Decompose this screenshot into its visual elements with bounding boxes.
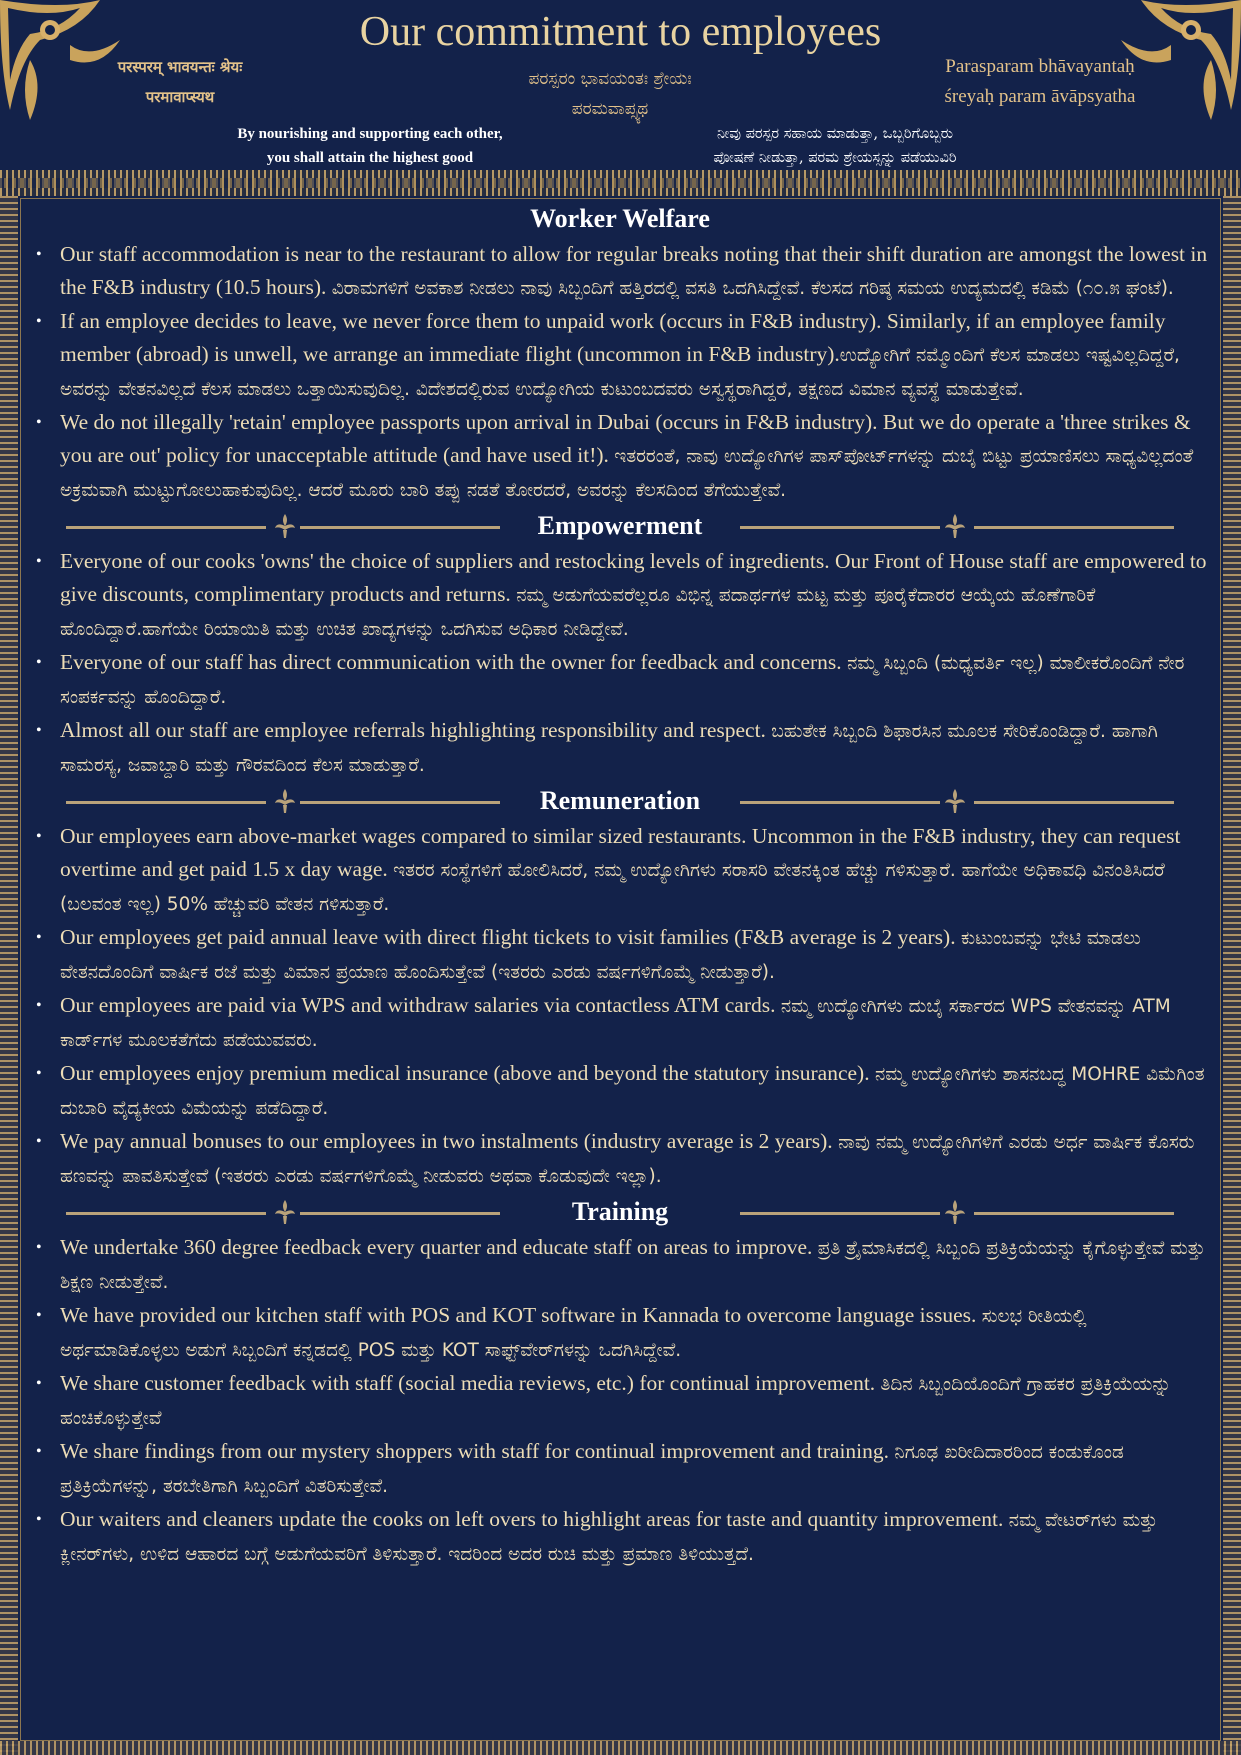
fleur-de-lis-icon bbox=[271, 512, 299, 540]
item-text-en: We do not illegally 'retain' employee passports upon arrival in Dubai (occurs in F&B industry). But we do operate a 'three strikes & you are out' policy for unacceptable attitude (and have used it!). bbox=[60, 410, 1191, 467]
divider-line bbox=[974, 801, 1174, 804]
motto-line: परमावाप्स्यथ bbox=[145, 88, 215, 106]
divider-line bbox=[974, 526, 1174, 529]
item-text-en: Everyone of our cooks 'owns' the choice of suppliers and restocking levels of ingredients. Our Front of House staff are empowered to give discounts, complimentary products and returns. bbox=[60, 549, 1207, 606]
item-text-kn: ನಿಗೂಢ ಖರೀದಿದಾರರಿಂದ ಕಂಡುಕೊಂಡ ಪ್ರತಿಕ್ರಿಯೆಗಳನ್ನು, ತರಬೇತಿಗಾಗಿ ಸಿಬ್ಬಂದಿಗೆ ವಿತರಿಸುತ್ತೇವೆ. bbox=[60, 1442, 1124, 1497]
item-text-en: Our waiters and cleaners update the cooks on left overs to highlight areas for taste and quantity improvement. bbox=[60, 1507, 1009, 1531]
item-text-kn: ಬಹುತೇಕ ಸಿಬ್ಬಂದಿ ಶಿಫಾರಸಿನ ಮೂಲಕ ಸೇರಿಕೊಂಡಿದ್ದಾರೆ. ಹಾಗಾಗಿ ಸಾಮರಸ್ಯ, ಜವಾಬ್ದಾರಿ ಮತ್ತು ಗೌರವದಿಂದ ಕೆಲಸ ಮಾಡುತ್ತಾರೆ. bbox=[60, 721, 1158, 776]
translation-line: By nourishing and supporting each other, bbox=[237, 126, 503, 142]
decorative-border-bottom bbox=[0, 1741, 1241, 1755]
item-text-kn: ಉದ್ಯೋಗಿಗೆ ನಮ್ಮೊಂದಿಗೆ ಕೆಲಸ ಮಾಡಲು ಇಷ್ಟವಿಲ್ಲದಿದ್ದರೆ, ಅವರನ್ನು ವೇತನವಿಲ್ಲದೆ ಕೆಲಸ ಮಾಡಲು ಒತ್ತಾಯಿಸುವುದಿಲ್ಲ. ವಿದೇಶದಲ್ಲಿರುವ ಉದ್ಯೋಗಿಯ ಕುಟುಂಬದವರು ಅಸ್ವಸ್ಥರಾಗಿದ್ದರೆ, ತಕ್ಷಣದ ವಿಮಾನ ವ್ಯವಸ್ಥೆ ಮಾಡುತ್ತೇವೆ. bbox=[60, 345, 1180, 400]
item-text-kn: ಸುಲಭ ರೀತಿಯಲ್ಲಿ ಅರ್ಥಮಾಡಿಕೊಳ್ಳಲು ಅಡುಗೆ ಸಿಬ್ಬಂದಿಗೆ ಕನ್ನಡದಲ್ಲಿ POS ಮತ್ತು KOT ಸಾಫ್ಟ್‌ವೇರ್‌ಗಳನ್ನು ಒದಗಿಸಿದ್ದೇವೆ. bbox=[60, 1306, 1087, 1361]
content bbox=[30, 200, 1210, 1571]
item-text-kn: ಇತರರ ಸಂಸ್ಥೆಗಳಿಗೆ ಹೋಲಿಸಿದರೆ, ನಮ್ಮ ಉದ್ಯೋಗಿಗಳು ಸರಾಸರಿ ವೇತನಕ್ಕಿಂತ ಹೆಚ್ಚು ಗಳಿಸುತ್ತಾರೆ. ಹಾಗೆಯೇ ಅಧಿಕಾವಧಿ ವಿನಂತಿಸಿದರೆ (ಬಲವಂತ ಇಲ್ಲ) 50% ಹೆಚ್ಚುವರಿ ವೇತನ ಗಳಿಸುತ್ತಾರೆ. bbox=[60, 860, 1165, 915]
list-item bbox=[30, 238, 1210, 305]
list-item bbox=[30, 1435, 1210, 1503]
item-text-kn: ಪ್ರತಿ ತ್ರೈಮಾಸಿಕದಲ್ಲಿ ಸಿಬ್ಬಂದಿ ಪ್ರತಿಕ್ರಿಯೆಯನ್ನು ಕೈಗೊಳ್ಳುತ್ತೇವೆ ಮತ್ತು ಶಿಕ್ಷಣ ನೀಡುತ್ತೇವೆ. bbox=[60, 1238, 1206, 1293]
list-item bbox=[30, 820, 1210, 921]
bullet-list bbox=[30, 545, 1210, 782]
section-heading-label: Training bbox=[571, 1197, 669, 1226]
fleur-de-lis-icon bbox=[941, 512, 969, 540]
item-text-kn: ನಮ್ಮ ಅಡುಗೆಯವರೆಲ್ಲರೂ ವಿಭಿನ್ನ ಪದಾರ್ಥಗಳ ಮಟ್ಟ ಮತ್ತು ಪೂರೈಕೆದಾರರ ಆಯ್ಕೆಯ ಹೊಣೆಗಾರಿಕೆ ಹೊಂದಿದ್ದಾರೆ.ಹಾಗೆಯೇ ರಿಯಾಯಿತಿ ಮತ್ತು ಉಚಿತ ಖಾದ್ಯಗಳನ್ನು ಒದಗಿಸುವ ಅಧಿಕಾರ ನೀಡಿದ್ದೇವೆ. bbox=[60, 585, 1096, 640]
item-text-en: Almost all our staff are employee referrals highlighting responsibility and respect. bbox=[60, 718, 772, 742]
translation-line: ನೀವು ಪರಸ್ಪರ ಸಹಾಯ ಮಾಡುತ್ತಾ, ಒಬ್ಬರಿಗೊಬ್ಬರು bbox=[716, 126, 954, 142]
translation-line: you shall attain the highest good bbox=[266, 150, 474, 166]
divider-line bbox=[740, 526, 940, 529]
list-item bbox=[30, 1057, 1210, 1125]
motto-line: परस्परम् भावयन्तः श्रेयः bbox=[117, 58, 243, 76]
section-heading bbox=[30, 200, 1210, 238]
divider-line bbox=[974, 1212, 1174, 1215]
translation-line: ಪೋಷಣೆ ನೀಡುತ್ತಾ, ಪರಮ ಶ್ರೇಯಸ್ಸನ್ನು ಪಡೆಯುವಿರಿ bbox=[713, 150, 957, 166]
header bbox=[0, 0, 1241, 170]
decorative-border-right bbox=[1223, 196, 1241, 1755]
motto-translation-english bbox=[200, 122, 540, 170]
list-item bbox=[30, 305, 1210, 406]
divider-line bbox=[300, 1212, 500, 1215]
item-text-en: If an employee decides to leave, we never force them to unpaid work (occurs in F&B industry). Similarly, if an employee family member (abroad) is unwell, we arrange an immediate flight (uncommon in F&B industry). bbox=[60, 309, 1166, 366]
item-text-en: Our staff accommodation is near to the restaurant to allow for regular breaks noting that their shift duration are amongst the lowest in the F&B industry (10.5 hours). bbox=[60, 242, 1208, 299]
bullet-list bbox=[30, 1231, 1210, 1571]
list-item bbox=[30, 714, 1210, 782]
divider-line bbox=[66, 801, 266, 804]
section-worker-welfare bbox=[30, 200, 1210, 507]
item-text-en: Everyone of our staff has direct communication with the owner for feedback and concerns. bbox=[60, 650, 848, 674]
section-heading bbox=[30, 782, 1210, 820]
divider-line bbox=[300, 526, 500, 529]
fleur-de-lis-icon bbox=[941, 787, 969, 815]
decorative-border-top bbox=[0, 170, 1241, 196]
list-item bbox=[30, 1125, 1210, 1193]
list-item bbox=[30, 989, 1210, 1057]
section-heading-label: Worker Welfare bbox=[530, 204, 710, 233]
motto-line: śreyaḥ param āvāpsyatha bbox=[944, 86, 1136, 107]
list-item bbox=[30, 646, 1210, 714]
section-heading-label: Empowerment bbox=[537, 511, 703, 540]
item-text-en: We undertake 360 degree feedback every quarter and educate staff on areas to improve. bbox=[60, 1235, 818, 1259]
page-title: Our commitment to employees bbox=[359, 9, 882, 55]
divider-line bbox=[740, 1212, 940, 1215]
divider-line bbox=[66, 526, 266, 529]
list-item bbox=[30, 1299, 1210, 1367]
item-text-kn: ನಾವು ನಮ್ಮ ಉದ್ಯೋಗಿಗಳಿಗೆ ಎರಡು ಅರ್ಧ ವಾರ್ಷಿಕ ಕೊಸರು ಹಣವನ್ನು ಪಾವತಿಸುತ್ತೇವೆ (ಇತರರು ಎರಡು ವರ್ಷಗಳಿಗೊಮ್ಮೆ ನೀಡುವರು ಅಥವಾ ಕೊಡುವುದೇ ಇಲ್ಲಾ). bbox=[60, 1132, 1195, 1187]
motto-transliteration bbox=[900, 52, 1180, 112]
section-remuneration bbox=[30, 782, 1210, 1193]
divider-line bbox=[300, 801, 500, 804]
divider-line bbox=[740, 801, 940, 804]
list-item bbox=[30, 1367, 1210, 1435]
item-text-kn: ಇತರರಂತೆ, ನಾವು ಉದ್ಯೋಗಿಗಳ ಪಾಸ್‌ಪೋರ್ಟ್‌ಗಳನ್ನು ದುಬೈ ಬಿಟ್ಟು ಪ್ರಯಾಣಿಸಲು ಸಾಧ್ಯವಿಲ್ಲದಂತೆ ಅಕ್ರಮವಾಗಿ ಮುಟ್ಟುಗೋಲುಹಾಕುವುದಿಲ್ಲ. ಆದರೆ ಮೂರು ಬಾರಿ ತಪ್ಪು ನಡತೆ ತೋರದರೆ, ಅವರನ್ನು ಕೆಲಸದಿಂದ ತೆಗೆಯುತ್ತೇವೆ. bbox=[60, 446, 1194, 501]
motto-devanagari bbox=[70, 52, 290, 112]
motto-kannada bbox=[460, 64, 760, 124]
fleur-de-lis-icon bbox=[271, 1198, 299, 1226]
bullet-list bbox=[30, 238, 1210, 507]
section-heading bbox=[30, 1193, 1210, 1231]
divider-line bbox=[66, 1212, 266, 1215]
item-text-kn: ನಮ್ಮ ಉದ್ಯೋಗಿಗಳು ಶಾಸನಬದ್ಧ MOHRE ವಿಮೆಗಿಂತ ದುಬಾರಿ ವೈದ್ಯಕೀಯ ವಿಮೆಯನ್ನು ಪಡೆದಿದ್ದಾರೆ. bbox=[60, 1064, 1205, 1119]
section-heading bbox=[30, 507, 1210, 545]
item-text-kn: ವಿರಾಮಗಳಿಗೆ ಅವಕಾಶ ನೀಡಲು ನಾವು ಸಿಬ್ಬಂದಿಗೆ ಹತ್ತಿರದಲ್ಲಿ ವಸತಿ ಒದಗಿಸಿದ್ದೇವೆ. ಕೆಲಸದ ಗರಿಷ್ಠ ಸಮಯ ಉದ್ಯಮದಲ್ಲಿ ಕಡಿಮೆ (೧೦.೫ ಘಂಟೆ). bbox=[331, 278, 1174, 299]
item-text-kn: ನಮ್ಮ ಉದ್ಯೋಗಿಗಳು ದುಬೈ ಸರ್ಕಾರದ WPS ವೇತನವನ್ನು ATM ಕಾರ್ಡ್‌ಗಳ ಮೂಲಕತೆಗೆದು ಪಡೆಯುವವರು. bbox=[60, 996, 1171, 1051]
item-text-en: We have provided our kitchen staff with POS and KOT software in Kannada to overcome language issues. bbox=[60, 1303, 982, 1327]
item-text-kn: ನಮ್ಮ ಸಿಬ್ಬಂದಿ (ಮಧ್ಯವರ್ತಿ ಇಲ್ಲ) ಮಾಲೀಕರೊಂದಿಗೆ ನೇರ ಸಂಪರ್ಕವನ್ನು ಹೊಂದಿದ್ದಾರೆ. bbox=[60, 653, 1185, 708]
bullet-list bbox=[30, 820, 1210, 1193]
item-text-en: Our employees enjoy premium medical insurance (above and beyond the statutory insurance). bbox=[60, 1061, 875, 1085]
item-text-en: Our employees get paid annual leave with direct flight tickets to visit families (F&B average is 2 years). bbox=[60, 925, 961, 949]
fleur-de-lis-icon bbox=[941, 1198, 969, 1226]
item-text-en: Our employees are paid via WPS and withdraw salaries via contactless ATM cards. bbox=[60, 993, 781, 1017]
list-item bbox=[30, 921, 1210, 989]
item-text-en: Our employees earn above-market wages compared to similar sized restaurants. Uncommon in the F&B industry, they can request overtime and get paid 1.5 x day wage. bbox=[60, 824, 1181, 881]
fleur-de-lis-icon bbox=[271, 787, 299, 815]
item-text-kn: ನಮ್ಮ ವೇಟರ್‌ಗಳು ಮತ್ತು ಕ್ಲೀನರ್‌ಗಳು, ಉಳಿದ ಆಹಾರದ ಬಗ್ಗೆ ಅಡುಗೆಯವರಿಗೆ ತಿಳಿಸುತ್ತಾರೆ. ಇದರಿಂದ ಅದರ ರುಚಿ ಮತ್ತು ಪ್ರಮಾಣ ತಿಳಿಯುತ್ತದೆ. bbox=[60, 1510, 1158, 1565]
section-training bbox=[30, 1193, 1210, 1571]
item-text-en: We share customer feedback with staff (social media reviews, etc.) for continual improvement. bbox=[60, 1371, 881, 1395]
motto-translation-kannada bbox=[640, 122, 1030, 170]
motto-line: ಪರಮವಾಪ್ಸ್ಯಥ bbox=[571, 99, 649, 119]
section-heading-label: Remuneration bbox=[539, 786, 701, 815]
list-item bbox=[30, 1231, 1210, 1299]
motto-line: ಪರಸ್ಪರಂ ಭಾವಯಂತಃ ಶ್ರೇಯಃ bbox=[528, 69, 692, 89]
list-item bbox=[30, 545, 1210, 646]
item-text-kn: ಕುಟುಂಬವನ್ನು ಭೇಟಿ ಮಾಡಲು ವೇತನದೊಂದಿಗೆ ವಾರ್ಷಿಕ ರಜೆ ಮತ್ತು ವಿಮಾನ ಪ್ರಯಾಣ ಹೊಂದಿಸುತ್ತೇವೆ (ಇತರರು ಎರಡು ವರ್ಷಗಳಿಗೊಮ್ಮೆ ನೀಡುತ್ತಾರೆ). bbox=[60, 928, 1141, 983]
list-item bbox=[30, 1503, 1210, 1571]
list-item bbox=[30, 406, 1210, 507]
item-text-kn: ತಿದಿನ ಸಿಬ್ಬಂದಿಯೊಂದಿಗೆ ಗ್ರಾಹಕರ ಪ್ರತಿಕ್ರಿಯೆಯನ್ನು ಹಂಚಿಕೊಳ್ಳುತ್ತೇವೆ bbox=[60, 1374, 1172, 1429]
motto-line: Parasparam bhāvayantaḥ bbox=[945, 56, 1135, 77]
section-empowerment bbox=[30, 507, 1210, 782]
item-text-en: We share findings from our mystery shoppers with staff for continual improvement and training. bbox=[60, 1439, 895, 1463]
item-text-en: We pay annual bonuses to our employees in two instalments (industry average is 2 years). bbox=[60, 1129, 839, 1153]
decorative-border-left bbox=[0, 196, 18, 1755]
